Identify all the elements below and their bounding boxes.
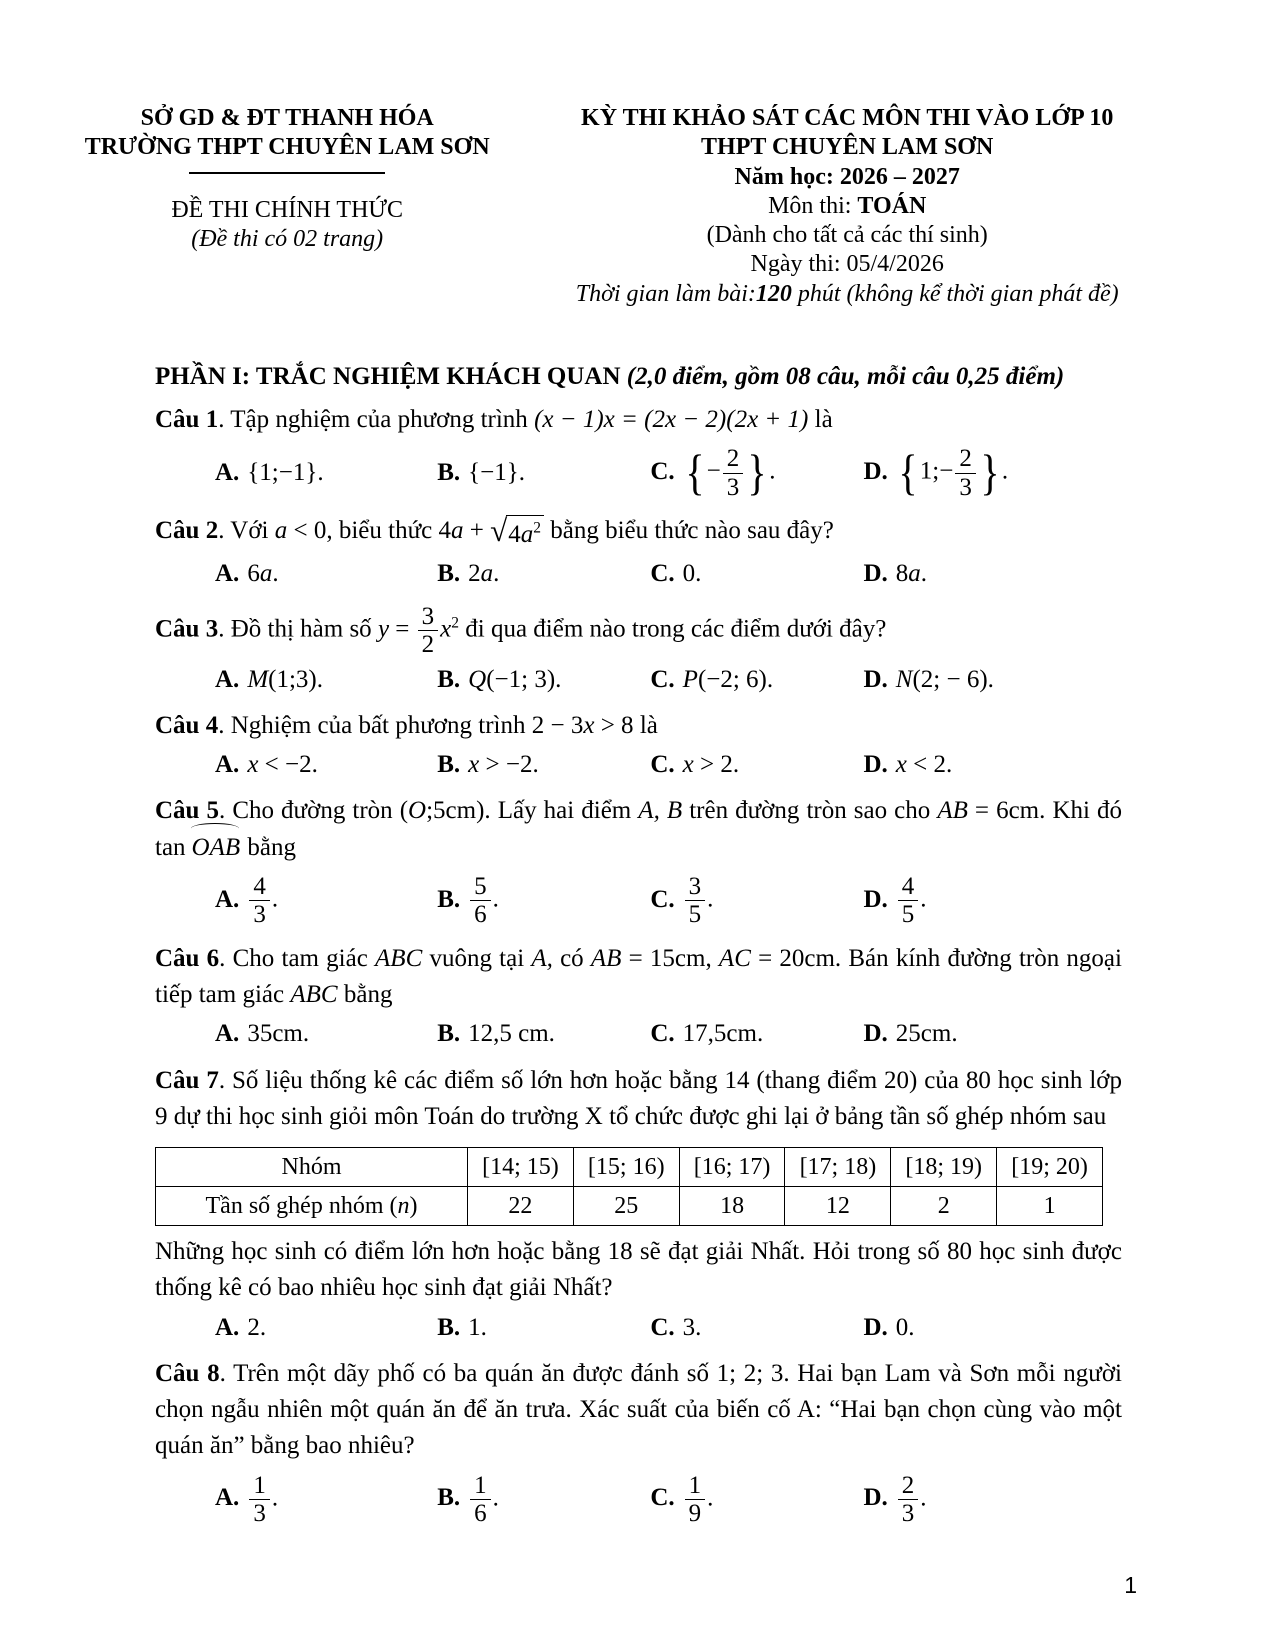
option-letter: A. xyxy=(215,1020,240,1048)
option-value: 35cm. xyxy=(247,1020,310,1048)
math-operator: + xyxy=(463,517,491,545)
radicand-var: a xyxy=(520,521,534,549)
option-letter: C. xyxy=(650,1020,675,1048)
table-cell-interval: [16; 17) xyxy=(679,1148,785,1187)
option-period: . xyxy=(492,1484,499,1512)
audience-note: (Dành cho tất cả các thí sinh) xyxy=(706,222,988,249)
option-var: a xyxy=(480,560,494,588)
question-6-mid2: có xyxy=(552,944,591,972)
question-8-option-b xyxy=(437,1472,650,1528)
question-6-label: Câu 6 xyxy=(155,944,220,972)
option-value: (1;3). xyxy=(268,665,323,693)
question-3-option-c xyxy=(650,662,863,698)
fraction-denominator: 3 xyxy=(249,900,270,929)
question-3-options xyxy=(155,662,1122,698)
option-letter: D. xyxy=(863,751,888,779)
question-8-body: . Trên một dãy phố có ba quán ăn được đánh số 1; 2; 3. Hai bạn Lam và Sơn mỗi người chọn ngẫu nhiên một quán ăn để ăn trưa. Xác suất của biến cố A: “Hai bạn chọn cùng vào một quán ăn” bằng bao nhiêu? xyxy=(155,1359,1122,1460)
question-2-option-d xyxy=(863,556,1121,592)
question-5-option-a xyxy=(215,873,437,929)
question-2-label: Câu 2 xyxy=(155,517,219,545)
exam-body xyxy=(155,359,1122,1528)
question-8-option-c xyxy=(650,1472,863,1528)
fraction-numerator: 2 xyxy=(726,445,740,473)
question-4-option-c xyxy=(650,747,863,783)
question-6-option-c xyxy=(650,1016,863,1052)
question-1-option-c xyxy=(650,445,863,501)
math-rest: = 6cm. xyxy=(967,797,1046,825)
question-7-label: Câu 7 xyxy=(155,1066,219,1094)
question-1-text xyxy=(155,402,1122,438)
option-var: x xyxy=(247,751,259,779)
option-letter: B. xyxy=(437,458,461,486)
duration-post: phút (không kể thời gian phát đề) xyxy=(791,280,1119,307)
question-8-options xyxy=(155,1472,1122,1528)
option-period: . xyxy=(707,885,714,913)
option-period: . xyxy=(1001,457,1009,485)
exam-date: Ngày thi: 05/4/2026 xyxy=(750,251,944,278)
fraction-numerator: 1 xyxy=(688,1471,702,1499)
exam-header xyxy=(80,104,1200,309)
fraction-numerator: 1 xyxy=(474,1471,487,1499)
math-var: y xyxy=(377,615,390,643)
option-letter: A. xyxy=(215,885,240,913)
option-value: {−1} xyxy=(468,458,519,486)
question-7-note: Những học sinh có điểm lớn hơn hoặc bằng 18 sẽ đạt giải Nhất. Hỏi trong số 80 học sinh được thống kê có bao nhiêu học sinh đạt giải Nhất? xyxy=(155,1238,1122,1302)
option-letter: C. xyxy=(650,560,675,588)
fraction-numerator: 2 xyxy=(959,445,972,473)
question-1-option-d xyxy=(863,445,1121,501)
table-cell-value: 1 xyxy=(997,1187,1103,1226)
radicand xyxy=(506,515,544,553)
open-brace: { xyxy=(685,444,705,501)
option-value: 0. xyxy=(895,1313,915,1341)
subject-line xyxy=(494,192,1200,221)
option-letter: B. xyxy=(437,1484,461,1512)
question-3-option-b xyxy=(437,662,650,698)
question-5-text xyxy=(155,793,1122,866)
option-letter: D. xyxy=(863,665,888,693)
option-letter: C. xyxy=(650,665,675,693)
fraction xyxy=(685,1472,706,1528)
math-paren: ( xyxy=(399,797,409,825)
math-var: a xyxy=(451,517,464,545)
math-exponent: 2 xyxy=(451,614,460,632)
duration-minutes: 120 xyxy=(755,280,792,307)
option-letter: A. xyxy=(215,1313,240,1341)
fraction-numerator: 3 xyxy=(688,872,702,900)
question-3-option-a xyxy=(215,662,437,698)
frequency-label-pre: Tần số ghép nhóm ( xyxy=(205,1192,398,1219)
question-6-option-d xyxy=(863,1016,1121,1052)
option-value: < 2. xyxy=(906,751,953,779)
question-5-option-c xyxy=(650,873,863,929)
option-letter: D. xyxy=(863,457,888,485)
table-cell-value: 2 xyxy=(891,1187,997,1226)
question-7-option-d xyxy=(863,1310,1121,1346)
radical-sign: √ xyxy=(490,513,508,549)
fraction-denominator: 9 xyxy=(685,1499,706,1528)
question-6-option-b xyxy=(437,1016,650,1052)
math-var: AB xyxy=(590,944,622,972)
header-right-block xyxy=(494,104,1200,309)
question-6-option-a xyxy=(215,1016,437,1052)
question-2-mid: , biểu thức xyxy=(326,517,439,545)
option-letter: C. xyxy=(650,885,675,913)
section-1-title xyxy=(155,359,1122,394)
table-cell-frequency-header xyxy=(156,1187,468,1226)
square-root xyxy=(490,515,544,553)
table-cell-interval: [18; 19) xyxy=(891,1148,997,1187)
question-4-pre: . Nghiệm của bất phương trình xyxy=(218,711,532,739)
option-value: 1. xyxy=(468,1313,487,1341)
option-letter: B. xyxy=(437,751,461,779)
question-1-options xyxy=(155,445,1122,501)
question-5-option-d xyxy=(863,873,1121,929)
table-header-row xyxy=(156,1148,1103,1187)
math-var: x xyxy=(583,711,595,739)
header-left-block xyxy=(80,104,494,309)
option-value: 2 xyxy=(468,560,481,588)
option-letter: C. xyxy=(650,1484,675,1512)
math-rest: ;5cm) xyxy=(426,797,485,825)
table-cell-interval: [17; 18) xyxy=(785,1148,891,1187)
question-6-text xyxy=(155,941,1122,1014)
option-letter: B. xyxy=(437,885,461,913)
option-period: . xyxy=(492,885,499,913)
frequency-label-post: ) xyxy=(409,1192,418,1219)
question-5-mid2: trên đường tròn sao cho xyxy=(682,797,938,825)
question-6-mid3: Bán kính đường tròn ngoại tiếp tam giác xyxy=(155,944,1122,1009)
question-1-pre: . Tập nghiệm của phương trình xyxy=(218,405,535,433)
table-cell-interval: [14; 15) xyxy=(468,1148,574,1187)
subject-label: Môn thi: xyxy=(768,192,858,219)
math-points: A, B xyxy=(638,797,683,825)
fraction-denominator: 5 xyxy=(685,900,706,929)
option-letter: C. xyxy=(650,751,675,779)
question-4-option-a xyxy=(215,747,437,783)
radicand-exponent: 2 xyxy=(533,519,542,537)
option-value: 6 xyxy=(247,560,260,588)
math-rest: = 15cm, xyxy=(621,944,719,972)
fraction xyxy=(955,445,976,501)
option-period: . xyxy=(707,1484,714,1512)
question-7-options xyxy=(155,1310,1122,1346)
option-letter: D. xyxy=(863,1020,888,1048)
page-count-note: (Đề thi có 02 trang) xyxy=(191,225,384,252)
question-1-post: là xyxy=(808,405,833,433)
option-value: 8 xyxy=(895,560,909,588)
math-var: a xyxy=(274,517,288,545)
math-var: AB xyxy=(937,797,968,825)
option-var: P xyxy=(682,665,698,693)
table-cell-group-header: Nhóm xyxy=(156,1148,468,1187)
option-var: a xyxy=(259,560,273,588)
radicand-coeff: 4 xyxy=(508,521,521,549)
option-value: {1;−1} xyxy=(247,458,318,486)
question-6-post: bằng xyxy=(337,981,393,1009)
table-cell-interval: [15; 16) xyxy=(573,1148,679,1187)
fraction-denominator: 3 xyxy=(898,1499,919,1528)
question-2-text xyxy=(155,513,1122,553)
math-var: O xyxy=(408,797,427,825)
option-letter: D. xyxy=(863,1313,888,1341)
option-value: 2. xyxy=(247,1313,267,1341)
close-brace: } xyxy=(980,444,1000,501)
option-letter: B. xyxy=(437,665,461,693)
math-var: x xyxy=(440,615,452,643)
fraction-numerator: 2 xyxy=(901,1471,915,1499)
math-var: ABC xyxy=(375,944,423,972)
question-3-label: Câu 3 xyxy=(155,615,219,643)
option-value: > 2. xyxy=(693,751,740,779)
fraction xyxy=(898,1472,919,1528)
question-8-text xyxy=(155,1356,1122,1465)
option-letter: C. xyxy=(650,1313,675,1341)
question-3-option-d xyxy=(863,662,1121,698)
question-1-option-a xyxy=(215,455,437,491)
option-var: x xyxy=(468,751,480,779)
question-5-options xyxy=(155,873,1122,929)
question-8-option-d xyxy=(863,1472,1121,1528)
fraction-denominator: 3 xyxy=(249,1499,270,1528)
option-letter: B. xyxy=(437,1313,461,1341)
fraction-denominator: 6 xyxy=(470,1499,491,1528)
question-5-option-b xyxy=(437,873,650,929)
option-letter: D. xyxy=(863,885,888,913)
section-title-main: PHẦN I: TRẮC NGHIỆM KHÁCH QUAN xyxy=(155,362,627,390)
math-var: A, xyxy=(531,944,553,972)
option-value: 17,5cm. xyxy=(682,1020,764,1048)
math-rest: = 20cm. xyxy=(750,944,842,972)
fraction-denominator: 2 xyxy=(418,630,439,659)
option-value: (−2; 6). xyxy=(697,665,774,693)
option-period: . xyxy=(695,560,702,588)
option-period: . xyxy=(769,457,776,485)
table-value-row xyxy=(156,1187,1103,1226)
option-period: . xyxy=(920,885,927,913)
question-3-pre: . Đồ thị hàm số xyxy=(218,615,378,643)
option-period: . xyxy=(271,1484,279,1512)
option-letter: A. xyxy=(215,751,240,779)
question-7-option-c xyxy=(650,1310,863,1346)
question-5-post: bằng xyxy=(241,833,297,861)
option-letter: B. xyxy=(437,1020,461,1048)
frequency-label-var: n xyxy=(397,1192,410,1219)
question-2-option-c xyxy=(650,556,863,592)
option-period: . xyxy=(920,1484,927,1512)
math-coeff: 4 xyxy=(438,517,451,545)
close-brace: } xyxy=(747,444,767,501)
official-exam-label: ĐỀ THI CHÍNH THỨC xyxy=(171,196,404,223)
school-name: TRƯỜNG THPT CHUYÊN LAM SƠN xyxy=(84,134,490,161)
fraction-denominator: 5 xyxy=(898,900,919,929)
option-var: M xyxy=(247,665,269,693)
question-2-post: bằng biểu thức nào sau đây? xyxy=(544,517,834,545)
option-var: N xyxy=(895,665,913,693)
option-value: (2; − 6). xyxy=(912,665,994,693)
duration-line xyxy=(494,280,1200,309)
fraction xyxy=(898,873,919,929)
question-4-post: là xyxy=(633,711,658,739)
fraction-numerator: 4 xyxy=(253,872,266,900)
question-1-option-b xyxy=(437,455,650,491)
option-period: . xyxy=(920,560,928,588)
fraction xyxy=(470,873,491,929)
question-1-label: Câu 1 xyxy=(155,405,219,433)
question-1-equation: (x − 1)x = (2x − 2)(2x + 1) xyxy=(534,405,809,433)
option-value: < −2. xyxy=(258,751,318,779)
department-name: SỞ GD & ĐT THANH HÓA xyxy=(140,105,434,131)
question-5-label: Câu 5 xyxy=(155,797,220,825)
option-value: (−1; 3). xyxy=(486,665,562,693)
header-divider-line xyxy=(189,172,385,174)
question-7-text xyxy=(155,1063,1122,1136)
fraction xyxy=(723,445,744,501)
question-6-mid1: vuông tại xyxy=(422,944,532,972)
fraction xyxy=(470,1472,491,1528)
table-cell-value: 22 xyxy=(468,1187,574,1226)
fraction xyxy=(249,1472,270,1528)
tan-function: tan xyxy=(155,833,186,861)
option-var: x xyxy=(895,751,907,779)
fraction-denominator: 3 xyxy=(955,473,976,502)
table-cell-value: 12 xyxy=(785,1187,891,1226)
option-letter: A. xyxy=(215,665,240,693)
fraction-denominator: 3 xyxy=(723,473,744,502)
fraction-numerator: 4 xyxy=(901,872,915,900)
option-letter: C. xyxy=(650,457,675,485)
question-7-body: . Số liệu thống kê các điểm số lớn hơn hoặc bằng 14 (thang điểm 20) của 80 học sinh lớp 9 dự thi học sinh giỏi môn Toán do trường X tổ chức được ghi lại ở bảng tần số ghép nhóm sau xyxy=(155,1066,1122,1130)
table-cell-value: 25 xyxy=(573,1187,679,1226)
angle-arc-over: OAB xyxy=(191,830,242,866)
option-letter: A. xyxy=(215,458,240,486)
fraction-numerator: 3 xyxy=(421,602,435,630)
option-value: 12,5 cm. xyxy=(468,1020,555,1048)
math-var: AC xyxy=(718,944,751,972)
duration-pre: Thời gian làm bài: xyxy=(575,280,756,307)
exam-title-line2: THPT CHUYÊN LAM SƠN xyxy=(701,134,994,161)
fraction-denominator: 6 xyxy=(470,900,491,929)
question-4-options xyxy=(155,747,1122,783)
fraction-numerator: 5 xyxy=(474,872,487,900)
question-4-option-d xyxy=(863,747,1121,783)
school-year: Năm học: 2026 – 2027 xyxy=(734,163,960,190)
option-value: > −2. xyxy=(479,751,539,779)
option-period: . xyxy=(317,458,324,486)
math-rest: < 0 xyxy=(287,517,327,545)
table-cell-value: 18 xyxy=(679,1187,785,1226)
fraction xyxy=(418,603,439,659)
question-2-option-b xyxy=(437,556,650,592)
option-var: a xyxy=(908,560,921,588)
option-letter: D. xyxy=(863,1484,888,1512)
question-2-pre: . Với xyxy=(218,517,275,545)
table-cell-interval: [19; 20) xyxy=(997,1148,1103,1187)
question-4-option-b xyxy=(437,747,650,783)
option-value: 0 xyxy=(682,560,696,588)
option-value: 25cm. xyxy=(895,1020,958,1048)
question-5-pre: . Cho đường tròn xyxy=(219,797,400,825)
option-period: . xyxy=(272,560,279,588)
option-letter: D. xyxy=(863,560,888,588)
math-var: ABC xyxy=(290,981,338,1009)
fraction xyxy=(685,873,706,929)
fraction xyxy=(249,873,270,929)
question-7-option-a xyxy=(215,1310,437,1346)
question-3-post: đi qua điểm nào trong các điểm dưới đây? xyxy=(459,615,887,643)
option-var: x xyxy=(682,751,694,779)
option-var: Q xyxy=(468,665,487,693)
option-letter: A. xyxy=(215,1484,240,1512)
question-8-option-a xyxy=(215,1472,437,1528)
option-period: . xyxy=(271,885,279,913)
option-letter: A. xyxy=(215,560,240,588)
math-operator: = xyxy=(389,615,416,643)
question-5-mid3: Khi đó xyxy=(1045,797,1122,825)
question-6-pre: . Cho tam giác xyxy=(219,944,376,972)
section-title-points: (2,0 điểm, gồm 08 câu, mỗi câu 0,25 điểm) xyxy=(626,362,1065,390)
exam-title-line1: KỲ THI KHẢO SÁT CÁC MÔN THI VÀO LỚP 10 xyxy=(581,105,1114,131)
math-pre: 2 − 3 xyxy=(531,711,584,739)
question-8-label: Câu 8 xyxy=(155,1359,220,1387)
question-4-text xyxy=(155,708,1122,744)
option-value: 3. xyxy=(682,1313,702,1341)
option-period: . xyxy=(518,458,525,486)
question-3-text xyxy=(155,603,1122,659)
open-brace: { xyxy=(898,444,918,501)
question-6-options xyxy=(155,1016,1122,1052)
question-7-option-b xyxy=(437,1310,650,1346)
frequency-table xyxy=(155,1147,1103,1226)
fraction-numerator: 1 xyxy=(253,1471,266,1499)
subject-value: TOÁN xyxy=(857,192,927,219)
option-letter: B. xyxy=(437,560,461,588)
question-2-option-a xyxy=(215,556,437,592)
question-2-options xyxy=(155,556,1122,592)
question-5-mid1: . Lấy hai điểm xyxy=(484,797,639,825)
page-number: 1 xyxy=(1124,1572,1137,1598)
option-value: − xyxy=(706,457,721,485)
question-4-label: Câu 4 xyxy=(155,711,219,739)
option-period: . xyxy=(493,560,500,588)
option-value: 1;− xyxy=(919,457,954,485)
math-rest: > 8 xyxy=(594,711,634,739)
